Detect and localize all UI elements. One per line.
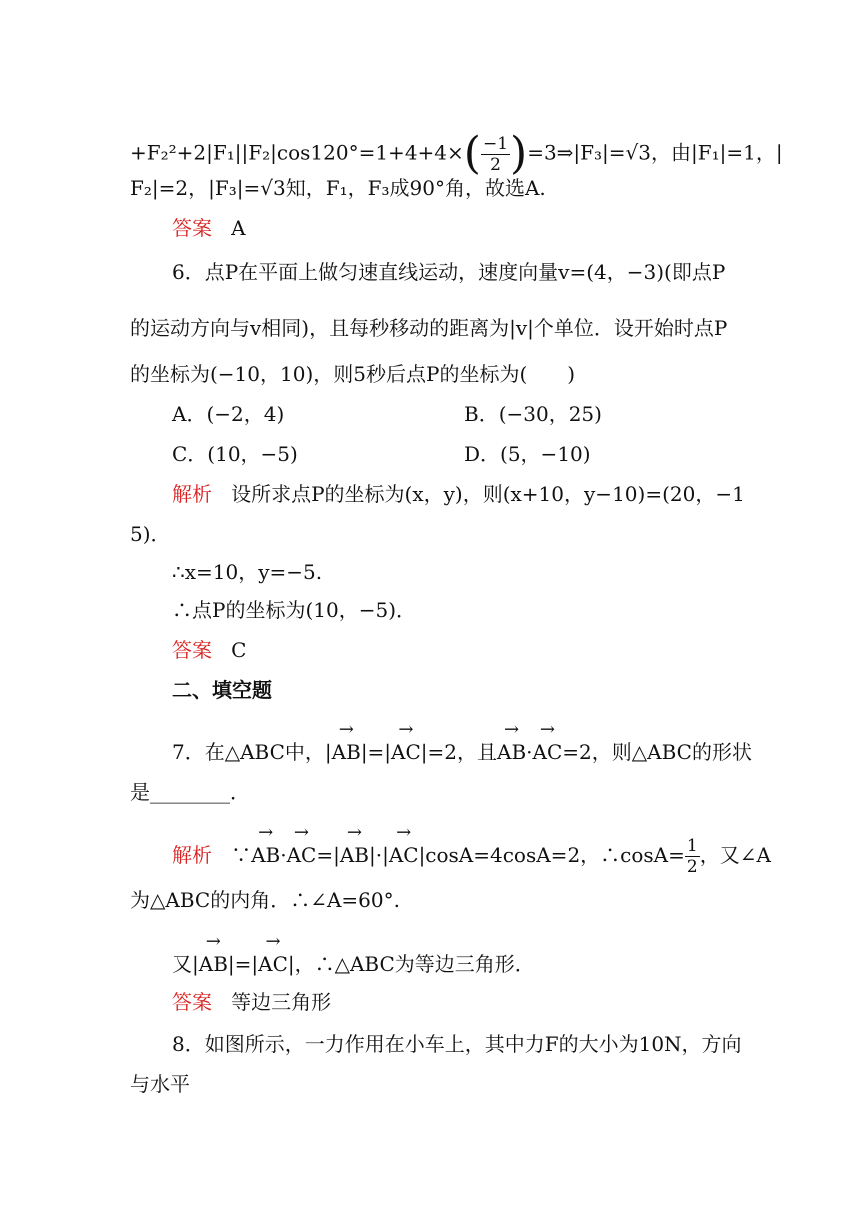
q8-line-2: 与水平 [130,1072,190,1096]
right-paren: ) [510,128,528,179]
q6-line-3: 的坐标为(−10，10)，则5秒后点P的坐标为( ) [130,362,576,386]
q6-answer [172,636,772,664]
q7-text-c: |=2，且 [420,740,498,764]
q7-analysis-text-b: =| [316,843,340,867]
vector-ac: → AC [389,841,419,869]
q6-jiexi-line-4: ∴点P的坐标为(10，−5)． [172,598,416,622]
analysis-label: 解析 [172,843,212,867]
q6-line-1: 6．点P在平面上做匀速直线运动，速度向量v=(4，−3)(即点P [172,260,726,284]
q7-jiexi-line-3 [172,950,772,978]
q7-analysis-text-c: |·| [368,843,389,867]
q6-jiexi-line-1 [172,480,772,508]
q7-jiexi-line-2: 为△ABC的内角．∴∠A=60°. [130,888,400,912]
fraction-denominator: 2 [686,857,698,877]
analysis-label: 解析 [172,482,212,506]
q6-option-d: D．(5，−10) [464,442,591,466]
p5-line-1 [130,128,783,179]
q7-analysis-text-d: |cosA=4cosA=2，∴cosA= [418,843,685,867]
answer-label: 答案 [172,990,212,1014]
q8-line-1: 8．如图所示，一力作用在小车上，其中力F的大小为10N，方向 [172,1032,742,1056]
vector-ab: → AB [199,950,228,978]
answer-value: C [231,638,247,662]
dot-operator: · [526,740,533,764]
fraction-neg-half [481,134,510,175]
vector-ac: → AC [258,950,288,978]
left-paren: ( [463,128,481,179]
q6-option-c: C．(10，−5) [172,442,298,466]
q7-line-1 [172,738,772,766]
q7-analysis-text-e: ，又∠A [699,843,771,867]
vector-ab: → AB [497,738,526,766]
q6-jiexi-line-3: ∴x=10，y=−5. [172,560,323,584]
q6-line-2: 的运动方向与v相同)，且每秒移动的距离为|v|个单位．设开始时点P [130,316,728,340]
vector-ac: → AC [533,738,563,766]
p5-line-2: F₂|=2，|F₃|=√3知，F₁，F₃成90°角，故选A. [130,176,546,200]
fraction-numerator: −1 [482,133,509,154]
vector-ab: → AB [340,841,369,869]
fraction-numerator: 1 [686,836,698,856]
p5-text-a: +F₂²+2|F₁||F₂|cos120°=1+4+4× [130,140,464,165]
q6-option-b: B．(−30，25) [464,402,602,426]
q7-jiexi-line-1 [172,836,772,877]
q7-analysis3-text-b: |=| [227,952,259,976]
vector-ac: → AC [287,841,317,869]
dot-operator: · [280,843,287,867]
fraction-half [685,836,700,877]
p5-answer [172,214,772,242]
answer-label: 答案 [172,638,212,662]
fraction-denominator: 2 [490,154,501,175]
answer-value: 等边三角形 [231,990,332,1014]
q7-analysis3-text-a: 又| [172,952,199,976]
q7-answer [172,988,772,1016]
answer-label: 答案 [172,216,212,240]
vector-ab: → AB [251,841,280,869]
q6-jiexi-line-2: 5)． [130,522,171,546]
because-symbol: ∵ [231,843,252,867]
q7-text-b: |=| [360,740,392,764]
p5-text-b: =3⇒|F₃|=√3，由|F₁|=1，| [527,140,783,165]
vector-ab: → AB [332,738,361,766]
analysis-text: 设所求点P的坐标为(x，y)，则(x+10，y−10)=(20，−1 [231,482,745,506]
answer-value: A [231,216,246,240]
q6-option-a: A．(−2，4) [172,402,285,426]
q7-text-d: =2，则△ABC的形状 [562,740,752,764]
vector-ac: → AC [391,738,421,766]
q7-text-a: 7．在△ABC中，| [172,740,332,764]
section-heading: 二、填空题 [172,678,272,702]
q7-analysis3-text-c: |，∴△ABC为等边三角形． [287,952,535,976]
q7-line-2: 是________． [130,780,250,804]
